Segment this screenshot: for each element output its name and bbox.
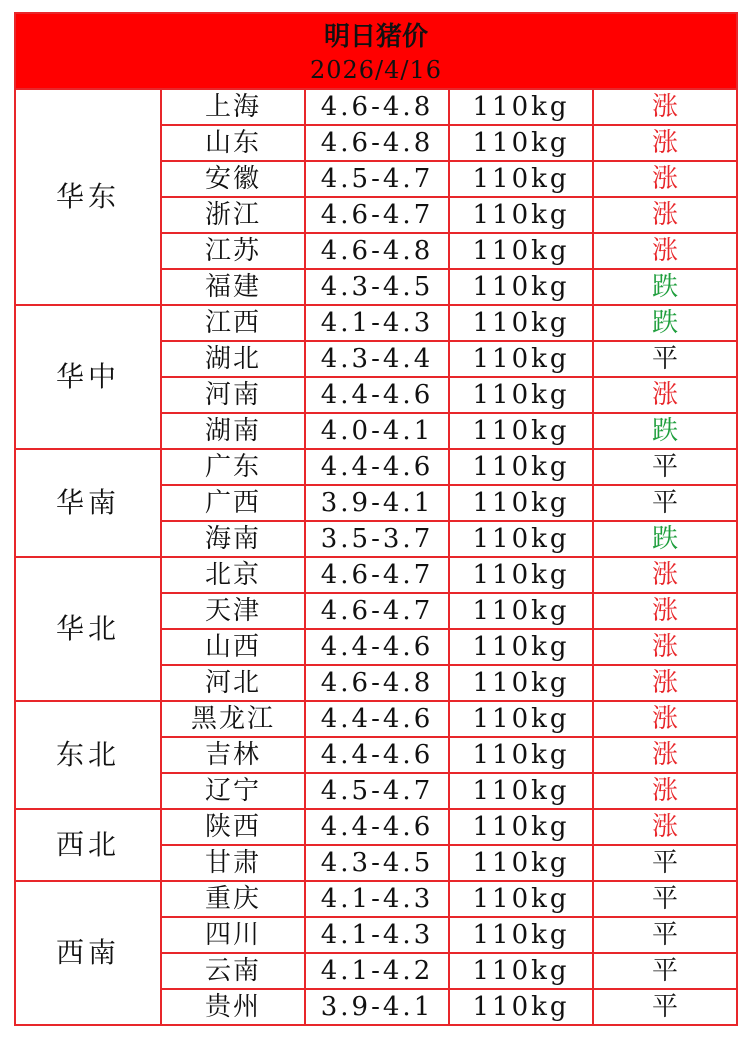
price-range-cell: 4.3-4.5 <box>305 269 449 305</box>
weight-cell: 110kg <box>449 377 593 413</box>
trend-cell: 平 <box>593 341 737 377</box>
price-range-cell: 4.6-4.8 <box>305 89 449 125</box>
price-range-cell: 4.4-4.6 <box>305 809 449 845</box>
province-cell: 贵州 <box>161 989 305 1025</box>
weight-cell: 110kg <box>449 701 593 737</box>
weight-cell: 110kg <box>449 989 593 1025</box>
price-range-cell: 4.3-4.5 <box>305 845 449 881</box>
table-row <box>15 809 737 845</box>
table-title: 明日猪价 <box>323 22 428 52</box>
price-range-cell: 4.6-4.8 <box>305 665 449 701</box>
price-range-cell: 3.5-3.7 <box>305 521 449 557</box>
price-range-cell: 4.1-4.3 <box>305 881 449 917</box>
table-row <box>15 881 737 917</box>
price-range-cell: 3.9-4.1 <box>305 485 449 521</box>
trend-cell: 平 <box>593 449 737 485</box>
province-cell: 海南 <box>161 521 305 557</box>
price-range-cell: 4.6-4.7 <box>305 197 449 233</box>
province-cell: 上海 <box>161 89 305 125</box>
weight-cell: 110kg <box>449 269 593 305</box>
price-range-cell: 4.0-4.1 <box>305 413 449 449</box>
trend-cell: 平 <box>593 953 737 989</box>
table-row <box>15 701 737 737</box>
price-range-cell: 4.1-4.3 <box>305 917 449 953</box>
weight-cell: 110kg <box>449 665 593 701</box>
region-cell: 华东 <box>15 89 161 305</box>
province-cell: 河北 <box>161 665 305 701</box>
weight-cell: 110kg <box>449 233 593 269</box>
province-cell: 安徽 <box>161 161 305 197</box>
trend-cell: 平 <box>593 989 737 1025</box>
weight-cell: 110kg <box>449 737 593 773</box>
trend-cell: 跌 <box>593 413 737 449</box>
trend-cell: 平 <box>593 485 737 521</box>
province-cell: 辽宁 <box>161 773 305 809</box>
price-range-cell: 4.6-4.7 <box>305 557 449 593</box>
province-cell: 吉林 <box>161 737 305 773</box>
weight-cell: 110kg <box>449 521 593 557</box>
weight-cell: 110kg <box>449 845 593 881</box>
trend-cell: 涨 <box>593 737 737 773</box>
weight-cell: 110kg <box>449 485 593 521</box>
table-header <box>15 13 737 89</box>
province-cell: 江苏 <box>161 233 305 269</box>
price-range-cell: 3.9-4.1 <box>305 989 449 1025</box>
trend-cell: 涨 <box>593 161 737 197</box>
weight-cell: 110kg <box>449 593 593 629</box>
province-cell: 福建 <box>161 269 305 305</box>
province-cell: 湖南 <box>161 413 305 449</box>
province-cell: 湖北 <box>161 341 305 377</box>
price-range-cell: 4.5-4.7 <box>305 773 449 809</box>
weight-cell: 110kg <box>449 161 593 197</box>
province-cell: 浙江 <box>161 197 305 233</box>
trend-cell: 涨 <box>593 125 737 161</box>
province-cell: 广西 <box>161 485 305 521</box>
price-range-cell: 4.4-4.6 <box>305 377 449 413</box>
weight-cell: 110kg <box>449 341 593 377</box>
weight-cell: 110kg <box>449 305 593 341</box>
province-cell: 重庆 <box>161 881 305 917</box>
region-cell: 东北 <box>15 701 161 809</box>
trend-cell: 涨 <box>593 89 737 125</box>
price-range-cell: 4.6-4.8 <box>305 233 449 269</box>
province-cell: 云南 <box>161 953 305 989</box>
price-range-cell: 4.4-4.6 <box>305 449 449 485</box>
region-cell: 华中 <box>15 305 161 449</box>
trend-cell: 跌 <box>593 305 737 341</box>
province-cell: 广东 <box>161 449 305 485</box>
weight-cell: 110kg <box>449 413 593 449</box>
trend-cell: 涨 <box>593 773 737 809</box>
weight-cell: 110kg <box>449 629 593 665</box>
weight-cell: 110kg <box>449 881 593 917</box>
province-cell: 天津 <box>161 593 305 629</box>
province-cell: 河南 <box>161 377 305 413</box>
weight-cell: 110kg <box>449 809 593 845</box>
province-cell: 四川 <box>161 917 305 953</box>
table-row <box>15 449 737 485</box>
region-cell: 华北 <box>15 557 161 701</box>
province-cell: 黑龙江 <box>161 701 305 737</box>
price-range-cell: 4.3-4.4 <box>305 341 449 377</box>
price-range-cell: 4.4-4.6 <box>305 629 449 665</box>
trend-cell: 涨 <box>593 593 737 629</box>
price-range-cell: 4.6-4.8 <box>305 125 449 161</box>
trend-cell: 跌 <box>593 521 737 557</box>
header-row <box>15 13 737 89</box>
weight-cell: 110kg <box>449 557 593 593</box>
trend-cell: 平 <box>593 881 737 917</box>
price-range-cell: 4.1-4.2 <box>305 953 449 989</box>
trend-cell: 涨 <box>593 629 737 665</box>
price-range-cell: 4.4-4.6 <box>305 737 449 773</box>
weight-cell: 110kg <box>449 773 593 809</box>
province-cell: 陕西 <box>161 809 305 845</box>
trend-cell: 涨 <box>593 557 737 593</box>
province-cell: 山东 <box>161 125 305 161</box>
weight-cell: 110kg <box>449 917 593 953</box>
trend-cell: 平 <box>593 917 737 953</box>
pig-price-table <box>14 12 738 1026</box>
province-cell: 甘肃 <box>161 845 305 881</box>
trend-cell: 平 <box>593 845 737 881</box>
trend-cell: 涨 <box>593 701 737 737</box>
weight-cell: 110kg <box>449 125 593 161</box>
region-cell: 西南 <box>15 881 161 1025</box>
trend-cell: 涨 <box>593 665 737 701</box>
region-cell: 华南 <box>15 449 161 557</box>
weight-cell: 110kg <box>449 89 593 125</box>
province-cell: 江西 <box>161 305 305 341</box>
price-range-cell: 4.1-4.3 <box>305 305 449 341</box>
weight-cell: 110kg <box>449 449 593 485</box>
region-cell: 西北 <box>15 809 161 881</box>
trend-cell: 涨 <box>593 377 737 413</box>
province-cell: 北京 <box>161 557 305 593</box>
table-date: 2026/4/16 <box>309 56 443 84</box>
trend-cell: 跌 <box>593 269 737 305</box>
weight-cell: 110kg <box>449 197 593 233</box>
price-range-cell: 4.4-4.6 <box>305 701 449 737</box>
table-row <box>15 557 737 593</box>
table-row <box>15 89 737 125</box>
table-row <box>15 305 737 341</box>
province-cell: 山西 <box>161 629 305 665</box>
price-sheet <box>14 12 736 1026</box>
trend-cell: 涨 <box>593 809 737 845</box>
trend-cell: 涨 <box>593 197 737 233</box>
price-range-cell: 4.5-4.7 <box>305 161 449 197</box>
trend-cell: 涨 <box>593 233 737 269</box>
weight-cell: 110kg <box>449 953 593 989</box>
price-range-cell: 4.6-4.7 <box>305 593 449 629</box>
